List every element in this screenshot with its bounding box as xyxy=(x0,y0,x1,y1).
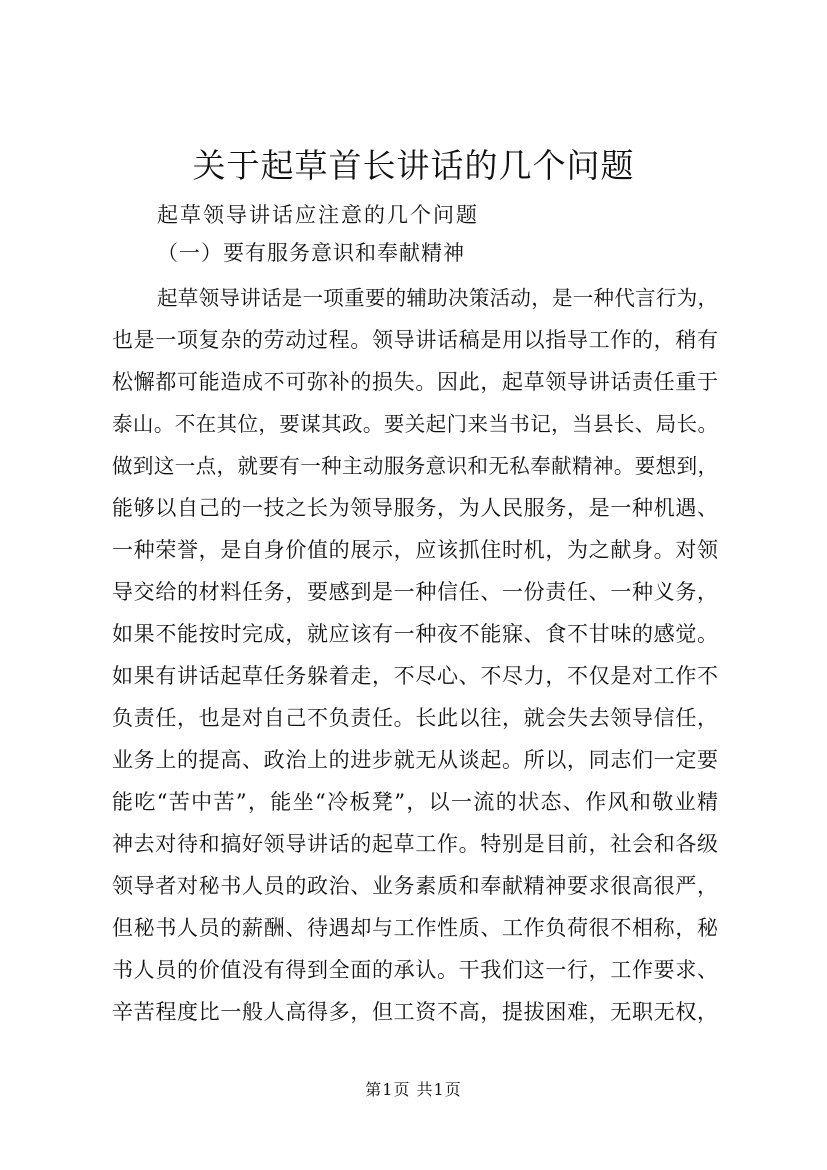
body-line: 一种荣誉，是自身价值的展示，应该抓住时机，为之献身。对领 xyxy=(112,538,718,562)
body-line: 如果有讲话起草任务躲着走，不尽心、不尽力，不仅是对工作不 xyxy=(112,664,718,688)
body-line: 神去对待和搞好领导讲话的起草工作。特别是目前，社会和各级 xyxy=(112,832,718,856)
body-line: 能够以自己的一技之长为领导服务，为人民服务，是一种机遇、 xyxy=(112,496,718,520)
page-footer: 第1页 共1页 xyxy=(365,1080,462,1099)
body-line: 辛苦程度比一般人高得多，但工资不高，提拔困难，无职无权， xyxy=(112,1000,718,1024)
body-line: 如果不能按时完成，就应该有一种夜不能寐、食不甘味的感觉。 xyxy=(112,622,718,646)
body-line: 负责任，也是对自己不负责任。长此以往，就会失去领导信任， xyxy=(112,706,718,730)
body-line: 泰山。不在其位，要谋其政。要关起门来当书记，当县长、局长。 xyxy=(112,412,718,436)
document-subtitle: 起草领导讲话应注意的几个问题 xyxy=(157,203,479,227)
body-line: 导交给的材料任务，要感到是一种信任、一份责任、一种义务， xyxy=(112,580,718,604)
body-line: 松懈都可能造成不可弥补的损失。因此，起草领导讲话责任重于 xyxy=(112,370,718,394)
body-line: 做到这一点，就要有一种主动服务意识和无私奉献精神。要想到， xyxy=(112,454,718,478)
body-line: 起草领导讲话是一项重要的辅助决策活动，是一种代言行为， xyxy=(157,286,718,310)
body-line: 能吃“苦中苦”，能坐“冷板凳”，以一流的状态、作风和敬业精 xyxy=(112,790,718,814)
body-line: 但秘书人员的薪酬、待遇却与工作性质、工作负荷很不相称，秘 xyxy=(112,916,718,940)
section-heading: （一）要有服务意识和奉献精神 xyxy=(157,241,465,265)
body-line: 领导者对秘书人员的政治、业务素质和奉献精神要求很高很严， xyxy=(112,874,718,898)
body-line: 也是一项复杂的劳动过程。领导讲话稿是用以指导工作的，稍有 xyxy=(112,328,718,352)
body-line: 书人员的价值没有得到全面的承认。干我们这一行，工作要求、 xyxy=(112,958,718,982)
document-title: 关于起草首长讲话的几个问题 xyxy=(192,146,635,185)
body-line: 业务上的提高、政治上的进步就无从谈起。所以，同志们一定要 xyxy=(112,748,718,772)
